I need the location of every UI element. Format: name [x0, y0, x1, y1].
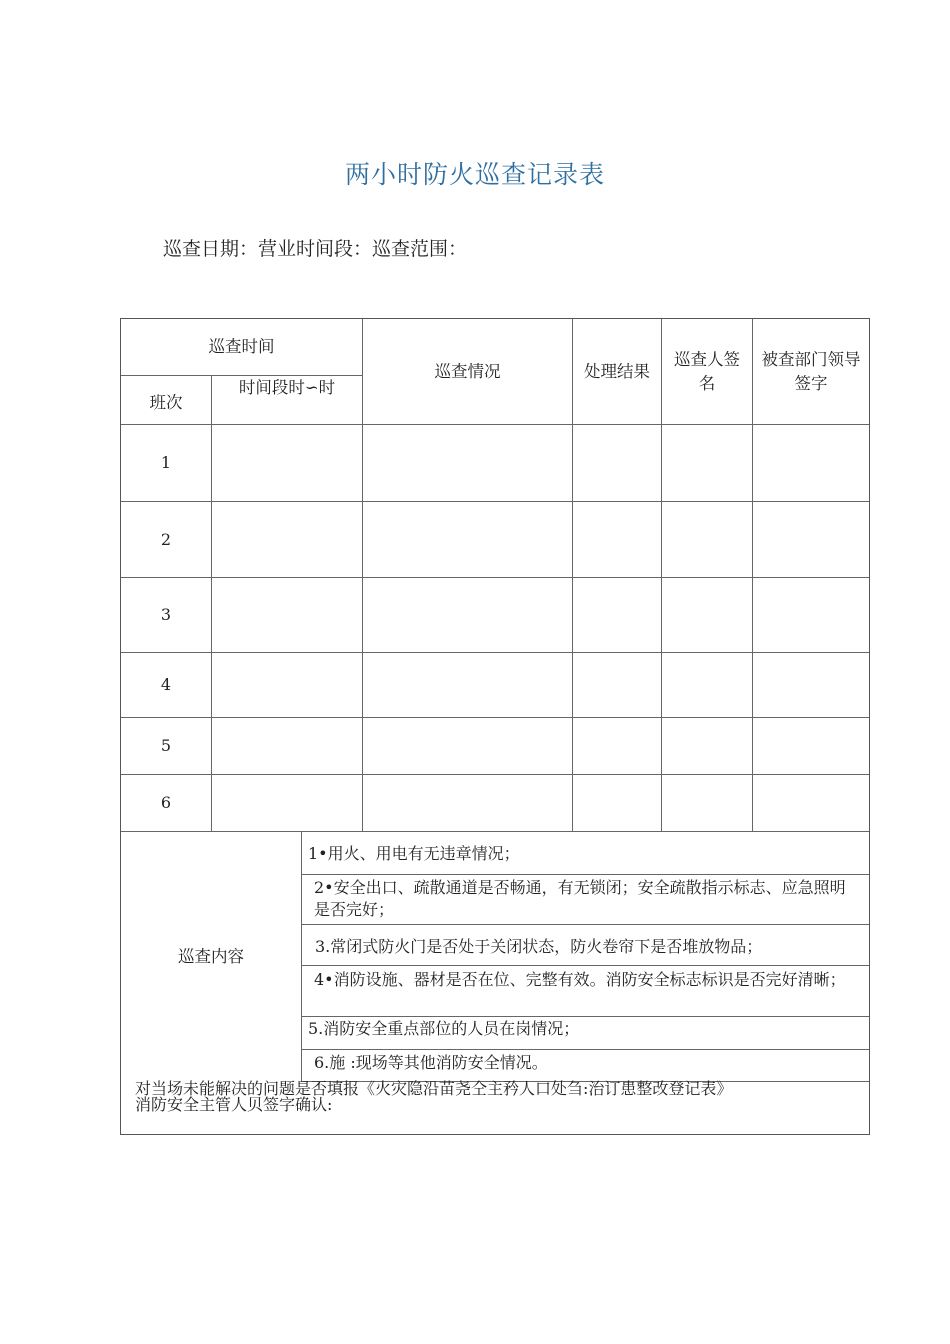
- shift-number: 5: [160, 736, 172, 755]
- header-shift: 班次: [149, 392, 183, 412]
- divider: [121, 577, 869, 578]
- header-time-period: 时间段时∽时: [238, 378, 336, 397]
- shift-number: 1: [160, 453, 172, 472]
- divider: [301, 1016, 869, 1017]
- header-result: 处理结果: [584, 361, 650, 381]
- patrol-record-table: [120, 318, 870, 1135]
- header-patrol-time: 巡查时间: [208, 337, 275, 356]
- divider: [121, 774, 869, 775]
- divider: [121, 501, 869, 502]
- document-title: 两小时防火巡查记录表: [344, 160, 605, 189]
- divider: [121, 424, 869, 425]
- period-label: 营业时间段：: [258, 238, 373, 260]
- divider: [121, 652, 869, 653]
- shift-number: 2: [160, 529, 172, 549]
- shift-number: 6: [160, 793, 172, 812]
- header-patrol-status: 巡查情况: [434, 361, 501, 381]
- patrol-content-item: 6.施 :现场等其他消防安全情况。: [314, 1053, 548, 1072]
- patrol-content-item: 3.常闭式防火门是否处于关闭状态，防火卷帘下是否堆放物品；: [315, 937, 763, 956]
- divider: [121, 717, 869, 718]
- patrol-content-item: 2•安全出口、疏散通道是否畅通，有无锁闭；安全疏散指示标志、应急照明是否完好；: [314, 878, 846, 919]
- header-inspector-sign: 巡查人签名: [674, 349, 740, 393]
- divider: [301, 924, 869, 925]
- patrol-content-item: 5.消防安全重点部位的人员在岗情况；: [308, 1019, 580, 1038]
- divider: [301, 831, 302, 1081]
- header-leader-sign: 被查部门领导签字: [761, 349, 861, 393]
- shift-number: 3: [160, 605, 172, 624]
- meta-line: [163, 234, 467, 261]
- divider: [301, 874, 869, 875]
- date-label: 巡查日期：: [163, 238, 259, 260]
- scope-label: 巡查范围：: [372, 238, 468, 260]
- shift-number: 4: [160, 675, 172, 694]
- patrol-content-item: 4•消防设施、器材是否在位、完整有效。消防安全标志标识是否完好清晰；: [314, 970, 846, 989]
- divider: [301, 965, 869, 966]
- report-question: 对当场未能解决的问题是否填报《火灾隐沿苗尧仝主矜人口处刍:治订患整改登记表》: [135, 1079, 733, 1098]
- patrol-content-item: 1•用火、用电有无违章情况；: [308, 844, 520, 863]
- divider: [301, 1049, 869, 1050]
- patrol-content-label: 巡查内容: [178, 947, 244, 966]
- supervisor-signature: 消防安全主管人贝签字确认:: [135, 1095, 333, 1114]
- divider: [211, 375, 212, 831]
